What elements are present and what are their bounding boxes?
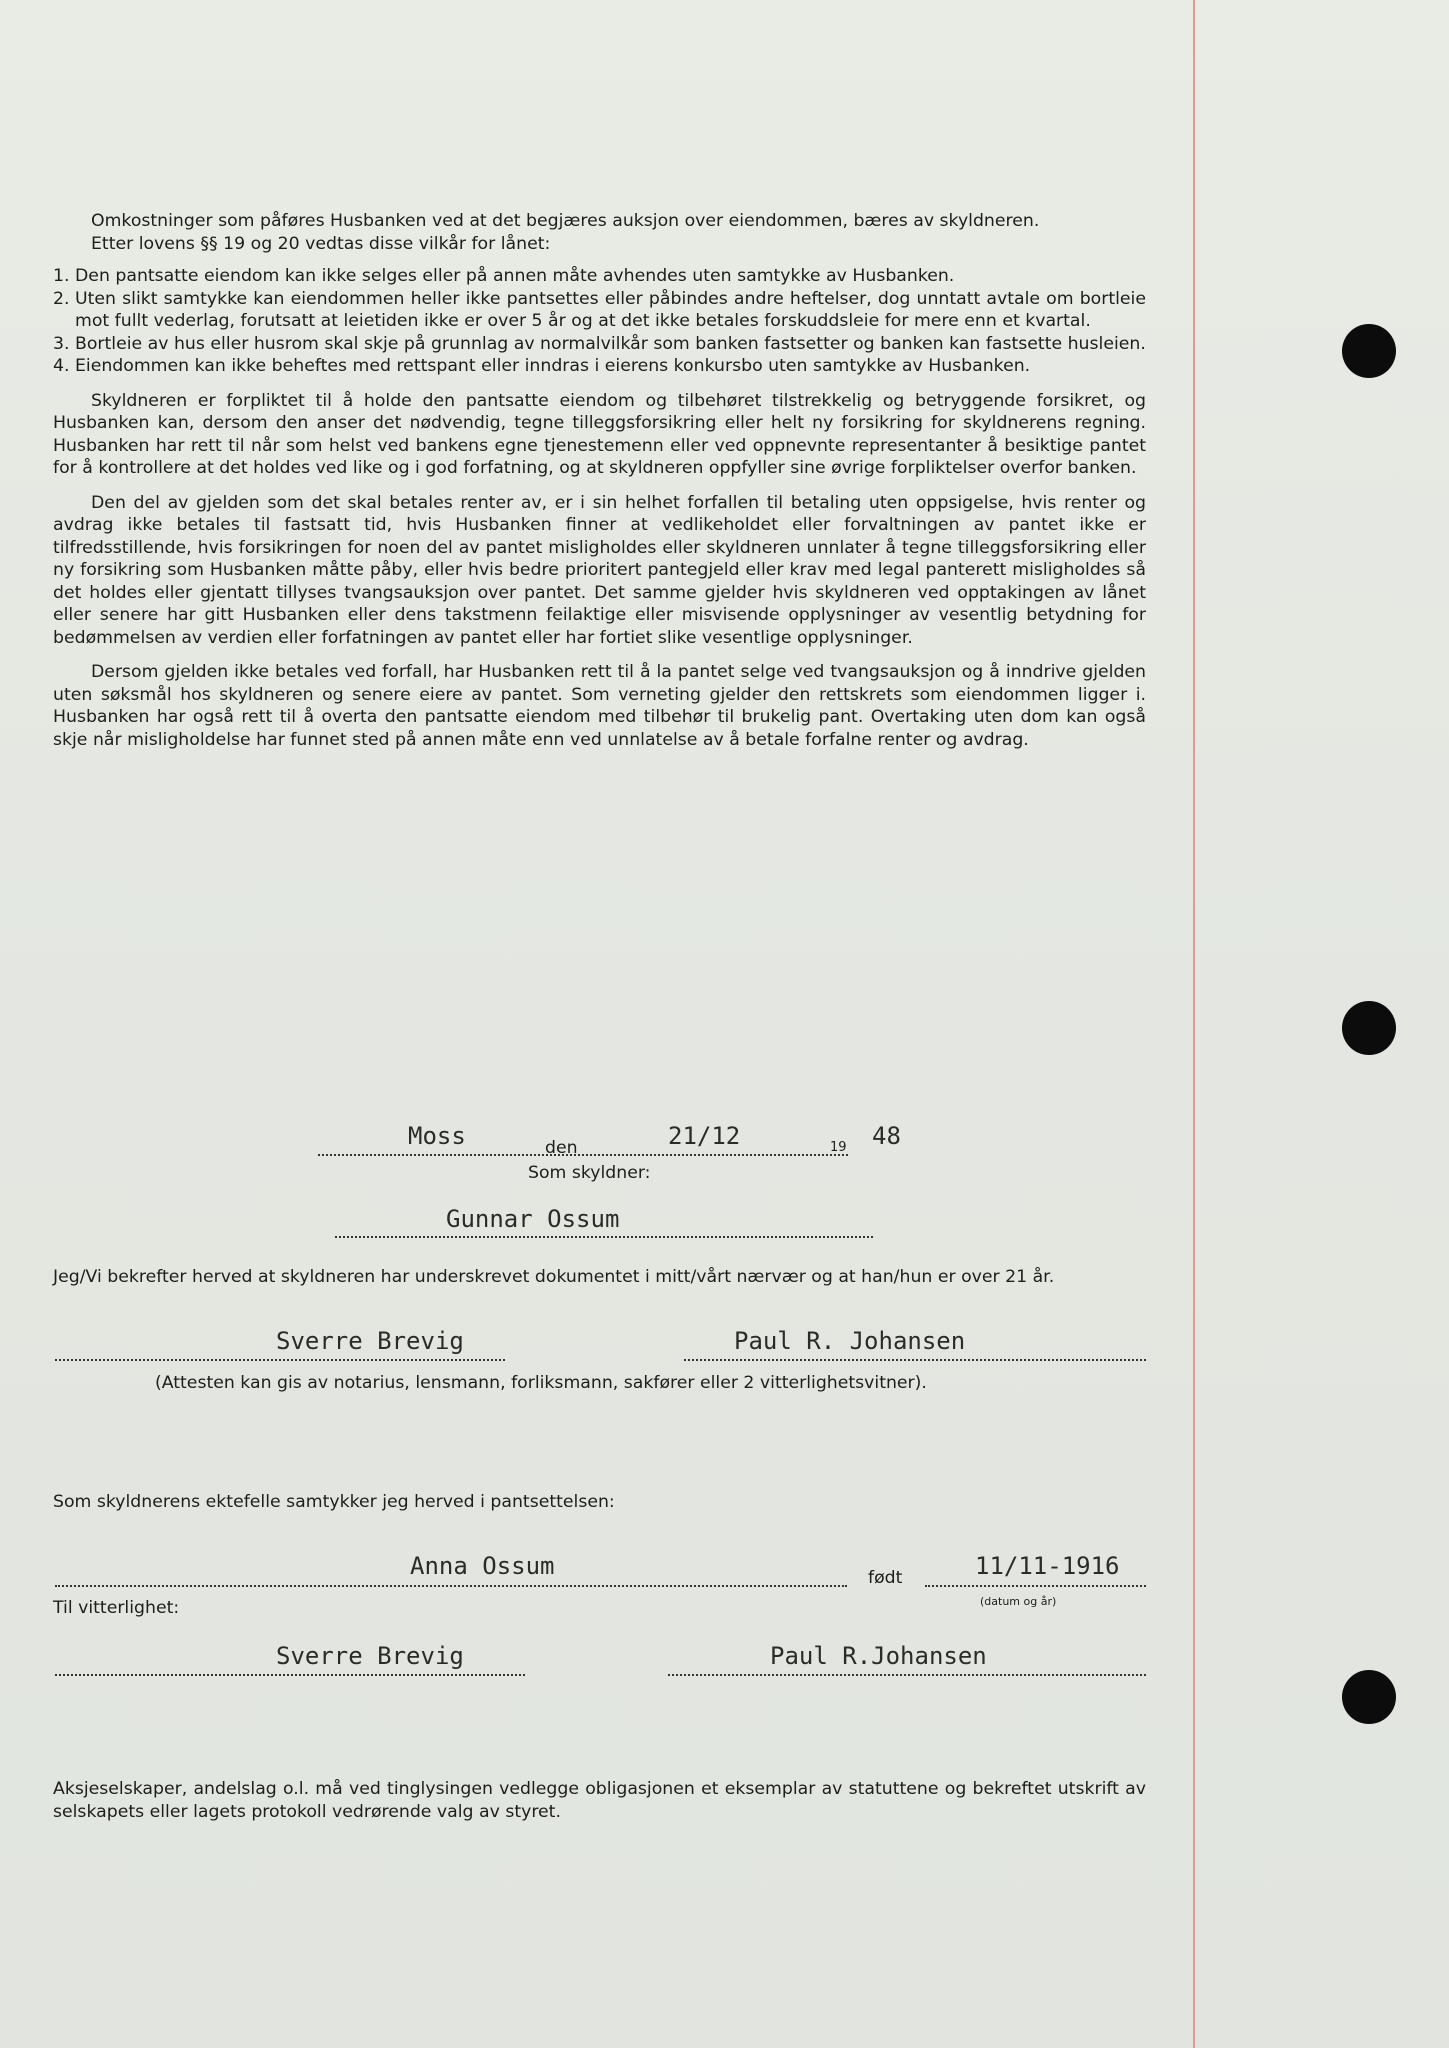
debtor-signature-line [335, 1236, 873, 1238]
paragraph-conditions-intro: Etter lovens §§ 19 og 20 vedtas disse vilkår for lånet: [91, 233, 551, 254]
spouse-line [55, 1585, 847, 1587]
vitterlighet-label: Til vitterlighet: [53, 1598, 180, 1618]
year-suffix: 48 [872, 1122, 901, 1150]
witness4-line [668, 1674, 1146, 1676]
conditions-list [53, 265, 1146, 378]
footer-note: Aksjeselskaper, andelslag o.l. må ved tinglysingen vedlegge obligasjonen et eksemplar av statuttene og bekreftet utskrift av selskapets eller lagets protokoll vedrørende valg av styret. [53, 1779, 1146, 1822]
place-value: Moss [408, 1122, 466, 1150]
punch-hole [1342, 1670, 1396, 1724]
list-item: 4. Eiendommen kan ikke beheftes med rettspant eller inndras i eierens konkursbo uten samtykke av Husbanken. [53, 356, 1031, 376]
born-line [925, 1585, 1146, 1587]
place-date-line [318, 1154, 848, 1156]
list-item: 1. Den pantsatte eiendom kan ikke selges eller på annen måte avhendes uten samtykke av Husbanken. [53, 266, 955, 286]
witness3-line [55, 1674, 525, 1676]
witness3-signature: Sverre Brevig [276, 1642, 464, 1670]
paragraph-costs: Omkostninger som påføres Husbanken ved at det begjæres auksjon over eiendommen, bæres av skyldneren. [91, 211, 1040, 231]
born-hint: (datum og år) [980, 1595, 1057, 1608]
paragraph-default: Dersom gjelden ikke betales ved forfall, har Husbanken rett til å la pantet selge ved tvangsauksjon og å inndrive gjelden uten søksmål hos skyldneren og senere eiere av pantet. Som verneting gjelder den rettskrets som eiendommen ligger i. Husbanken har også rett til å overta den pantsatte eiendom med tilbehør til brukelig pant. Overtaking uten dom kan også skje når misligholdelse har funnet sted på annen måte enn ved unnlatelse av å betale forfalne renter og avdrag. [53, 662, 1146, 750]
margin-rule [1193, 0, 1195, 2048]
punch-hole [1342, 324, 1396, 378]
paragraph-due: Den del av gjelden som det skal betales renter av, er i sin helhet forfallen til betaling uten oppsigelse, hvis renter og avdrag ikke betales til fastsatt tid, hvis Husbanken finner at vedlikeholdet eller forvaltningen av pantet ikke er tilfredsstillende, hvis forsikringen for noen del av pantet misligholdes eller skyldneren unnlater å tegne tilleggsforsikring eller ny forsikring som Husbanken måtte påby, eller hvis bedre prioritert pantegjeld eller krav med legal panterett misligholdes så det holdes eller gjentatt tillyses tvangsauksjon over pantet. Det samme gjelder hvis skyldneren ved opptakingen av lånet eller senere har gitt Husbanken eller dens takstmenn feilaktige eller misvisende opplysninger av vesentlig betydning for bedømmelsen av verdien eller forfatningen av pantet eller har fortiet slike vesentlige opplysninger. [53, 492, 1146, 648]
attest-note: (Attesten kan gis av notarius, lensmann, forliksmann, sakfører eller 2 vitterlighetsvitner). [155, 1373, 927, 1393]
witness2-signature: Paul R. Johansen [734, 1327, 966, 1355]
spouse-signature: Anna Ossum [410, 1552, 555, 1580]
debtor-signature: Gunnar Ossum [446, 1205, 620, 1233]
debtor-label: Som skyldner: [528, 1163, 651, 1183]
year-prefix: 19 [830, 1140, 847, 1155]
paragraph-insurance: Skyldneren er forpliktet til å holde den pantsatte eiendom og tilbehøret tilstrekkelig og betryggende forsikret, og Husbanken kan, dersom den anser det nødvendig, tegne tilleggsforsikring eller helt ny forsikring for skyldnerens regning. Husbanken har rett til når som helst ved bankens egne tjenestemenn eller ved oppnevnte representanter å besiktige pantet for å kontrollere at det holdes ved like og i god forfatning, og at skyldneren oppfyller sine øvrige forpliktelser overfor banken. [53, 390, 1146, 478]
witness-statement: Jeg/Vi bekrefter herved at skyldneren har underskrevet dokumentet i mitt/vårt nærvær og at han/hun er over 21 år. [53, 1267, 1055, 1287]
den-label: den [545, 1138, 578, 1158]
witness1-line [55, 1359, 505, 1361]
terms-text [53, 210, 1146, 751]
spouse-statement: Som skyldnerens ektefelle samtykker jeg herved i pantsettelsen: [53, 1492, 615, 1512]
witness4-signature: Paul R.Johansen [770, 1642, 987, 1670]
list-item: 2. Uten slikt samtykke kan eiendommen heller ikke pantsettes eller påbindes andre heftelser, dog unntatt avtale om bortleie mot fullt vederlag, forutsatt at leietiden ikke er over 5 år og at det ikke betales forskuddsleie for mere enn et kvartal. [53, 288, 1146, 331]
born-date: 11/11-1916 [975, 1552, 1120, 1580]
list-item: 3. Bortleie av hus eller husrom skal skje på grunnlag av normalvilkår som banken fastsetter og banken kan fastsette husleien. [53, 333, 1146, 354]
witness2-line [684, 1359, 1146, 1361]
witness1-signature: Sverre Brevig [276, 1327, 464, 1355]
punch-hole [1342, 1001, 1396, 1055]
born-label: født [868, 1568, 903, 1588]
date-value: 21/12 [668, 1122, 741, 1150]
